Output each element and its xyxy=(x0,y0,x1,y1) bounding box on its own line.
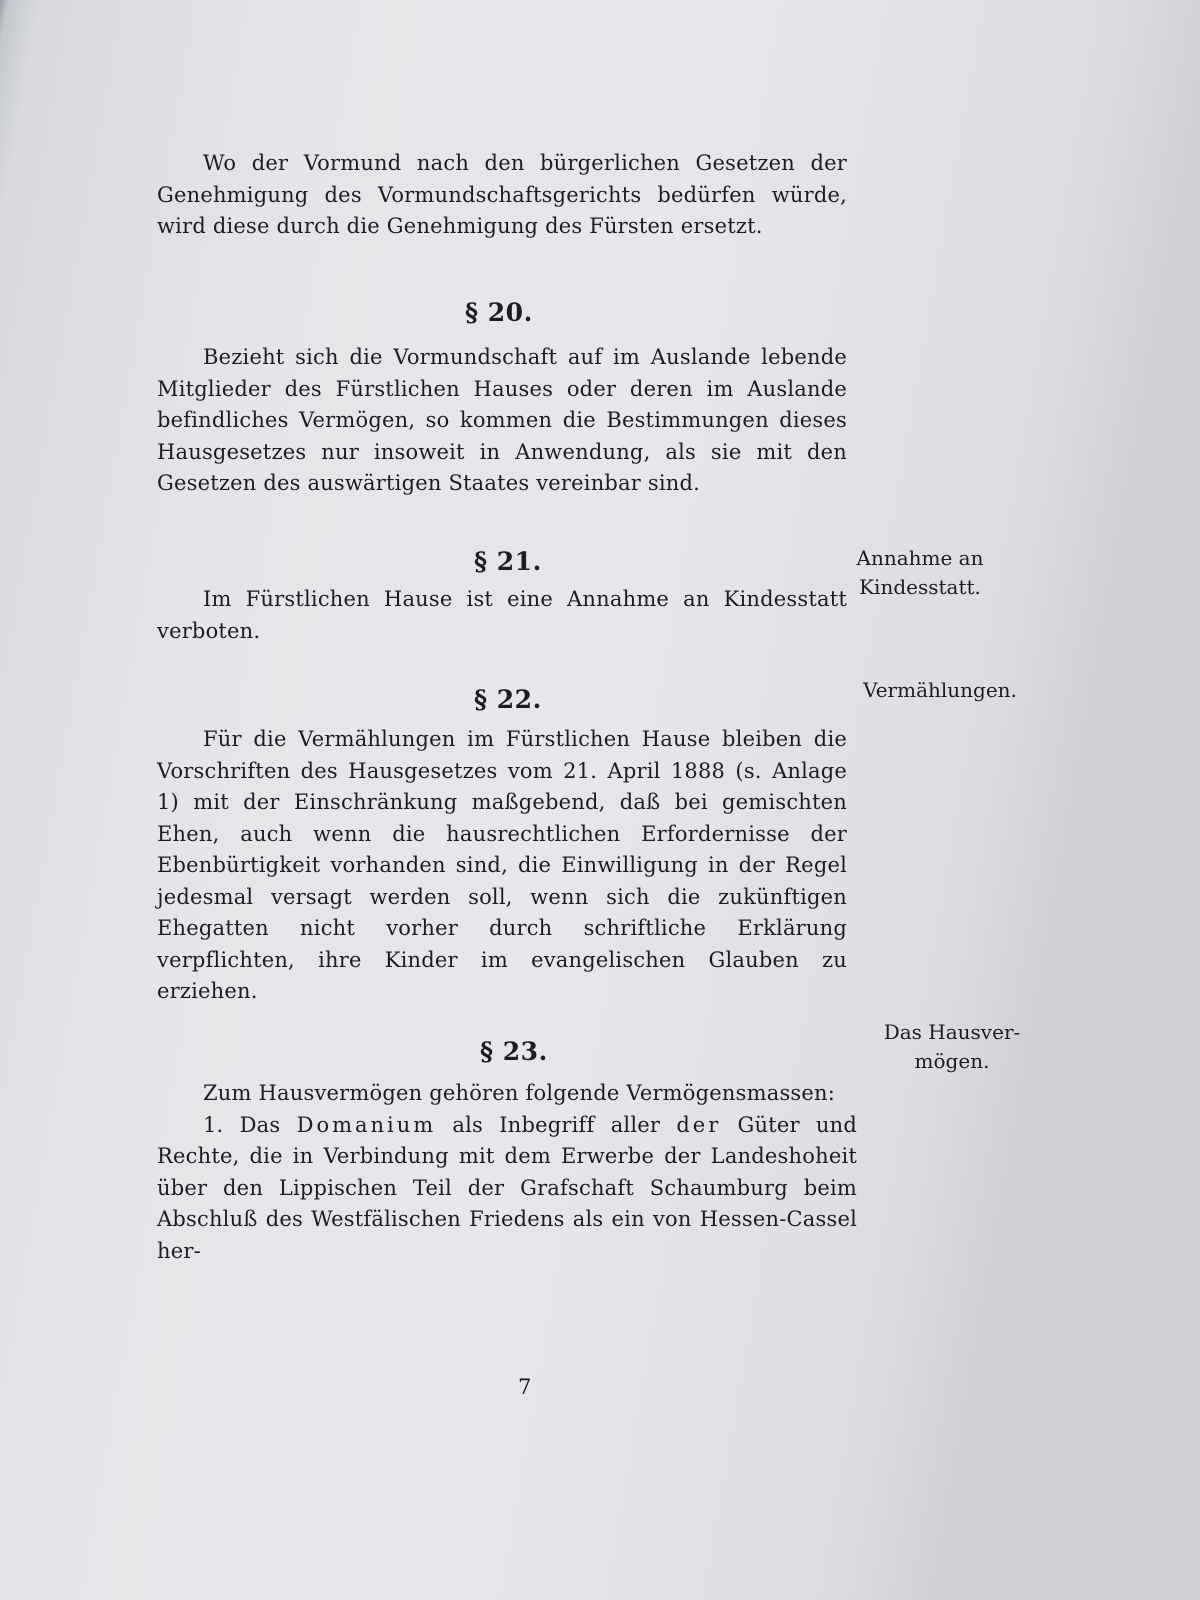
section-21-heading: § 21. xyxy=(474,547,542,576)
section-21-body xyxy=(157,584,847,647)
section-20-body xyxy=(157,342,847,500)
margin-note-adoption-line2: Kindesstatt. xyxy=(859,575,981,599)
margin-note-house-property-line1: Das Hausver- xyxy=(883,1020,1021,1044)
paragraph-19-end-text: Wo der Vormund nach den bürgerlichen Gesetzen der Genehmigung des Vormundschaftsgerichts bedürfen würde, wird diese durch die Genehmigung des Fürsten ersetzt. xyxy=(157,151,847,238)
section-20-text: Bezieht sich die Vormundschaft auf im Auslande lebende Mitglieder des Fürstlichen Hauses oder deren im Auslande befindliches Vermögen, so kommen die Bestimmungen dieses Hausgesetzes nur insoweit in Anwendung, als sie mit den Gesetzen des auswärtigen Staates vereinbar sind. xyxy=(157,345,847,495)
item-1-as: als xyxy=(452,1112,484,1137)
item-1-domanium: Domanium xyxy=(296,1112,437,1137)
section-23-intro: Zum Hausvermögen gehören folgende Vermögensmassen: xyxy=(203,1081,836,1105)
page-number: 7 xyxy=(518,1375,532,1399)
item-1-rest: Inbegriff aller xyxy=(499,1112,661,1137)
section-23-body xyxy=(157,1078,857,1267)
section-22-text: Für die Vermählungen im Fürstlichen Hause bleiben die Vorschriften des Hausgesetzes vom 21. April 1888 (s. Anlage 1) mit der Einschränkung maßgebend, daß bei gemischten Ehen, auch wenn die hausrechtlichen Erfordernisse der Ebenbürtigkeit vorhanden sind, die Einwilligung in der Regel jedesmal versagt werden soll, wenn sich die zukünftigen Ehegatten nicht vorher durch schriftliche Erklärung verpflichten, ihre Kinder im evangelischen Glauben zu erziehen. xyxy=(157,727,847,1003)
section-22-body xyxy=(157,724,847,1008)
item-1-prefix: 1. Das xyxy=(203,1112,281,1137)
margin-note-adoption-line1: Annahme an xyxy=(856,546,984,570)
paragraph-19-end xyxy=(157,148,847,243)
margin-note-adoption xyxy=(830,544,1010,602)
margin-note-house-property xyxy=(862,1018,1042,1076)
section-23-heading: § 23. xyxy=(480,1037,548,1066)
item-1-der: der xyxy=(676,1112,722,1137)
section-23-item-1 xyxy=(157,1110,857,1268)
item-1-tail: Güter und Rechte, die in Verbindung mit dem Erwerbe der Landeshoheit über den Lippischen Teil der Grafschaft Schaumburg beim Abschluß des Westfälischen Friedens als ein von Hessen-Cassel her- xyxy=(157,1112,857,1263)
margin-note-house-property-line2: mögen. xyxy=(914,1049,990,1073)
section-22-heading: § 22. xyxy=(474,685,542,714)
section-21-text: Im Fürstlichen Hause ist eine Annahme an Kindesstatt verboten. xyxy=(157,587,847,643)
section-20-heading: § 20. xyxy=(465,298,533,327)
margin-note-marriages: Vermählungen. xyxy=(863,678,1017,702)
